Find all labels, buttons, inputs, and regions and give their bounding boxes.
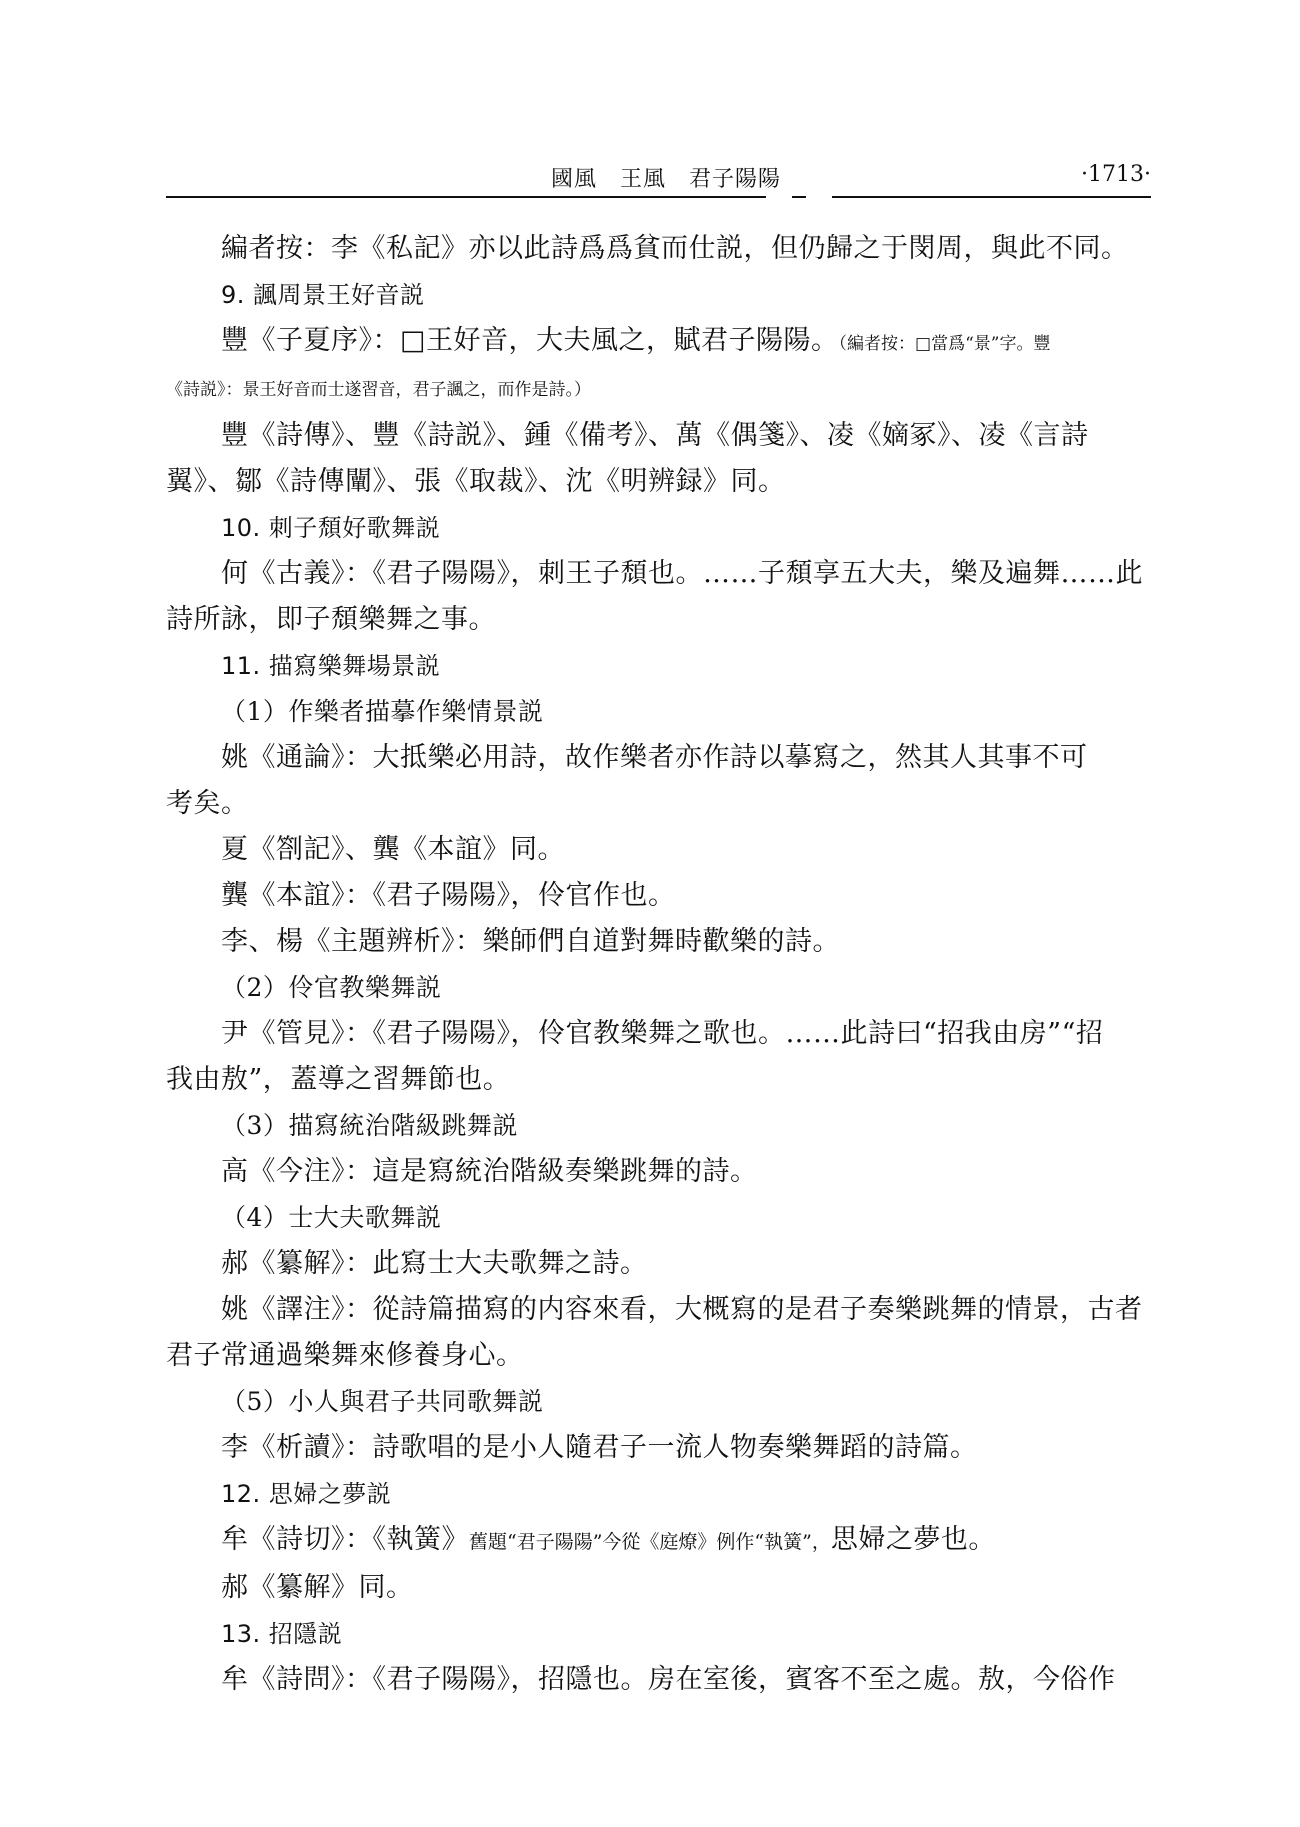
subsection-heading: （2）伶官教樂舞説: [221, 973, 442, 1002]
header-rule: [166, 196, 1151, 198]
body-paragraph: 牟《詩問》：《君子陽陽》，招隱也。房在室後，賓客不至之處。敖，今俗作: [221, 1664, 1116, 1695]
body-paragraph: 郝《纂解》同。: [221, 1572, 414, 1603]
body-text: 豐《子夏序》：□王好音，大夫風之，賦君子陽陽。: [221, 325, 839, 356]
subsection-heading: （4）士大夫歌舞説: [221, 1203, 442, 1232]
editor-note: （編者按：□當爲“景”字。豐: [838, 334, 1051, 354]
body-paragraph: 尹《管見》：《君子陽陽》，伶官教樂舞之歌也。……此詩曰“招我由房”“招: [221, 1018, 1104, 1049]
body-paragraph: 姚《譯注》：從詩篇描寫的内容來看，大概寫的是君子奏樂跳舞的情景，古者: [221, 1294, 1143, 1325]
subsection-heading: （3）描寫統治階級跳舞説: [221, 1111, 518, 1140]
subsection-heading: （5）小人與君子共同歌舞説: [221, 1387, 544, 1416]
header-rule-gap: [766, 192, 792, 202]
body-paragraph: 李《析讀》：詩歌唱的是小人隨君子一流人物奏樂舞蹈的詩篇。: [221, 1432, 978, 1463]
header-title: 國風 王風 君子陽陽: [551, 167, 782, 192]
header-rule-gap: [806, 192, 832, 202]
subsection-heading: （1）作樂者描摹作樂情景説: [221, 697, 544, 726]
body-paragraph-continued: 我由敖”，蓋導之習舞節也。: [166, 1064, 511, 1095]
running-header: [166, 158, 1151, 198]
page-body: [166, 226, 1151, 1703]
body-text: 牟《詩切》：《執簧》: [221, 1524, 469, 1555]
body-paragraph-continued: 翼》、鄒《詩傳闡》、張《取裁》、沈《明辨録》同。: [166, 466, 786, 497]
body-paragraph: 夏《劄記》、龔《本誼》同。: [221, 834, 565, 865]
page-number: ·1713·: [1081, 162, 1151, 187]
body-paragraph-continued: 詩所詠，即子頹樂舞之事。: [166, 604, 496, 635]
body-paragraph: 何《古義》：《君子陽陽》，刺王子頹也。……子頹享五大夫，樂及遍舞……此: [221, 558, 1143, 589]
section-heading: 10. 刺子頹好歌舞説: [221, 514, 441, 542]
section-heading: 9. 諷周景王好音説: [221, 281, 425, 309]
body-paragraph: 編者按：李《私記》亦以此詩爲爲貧而仕説，但仍歸之于閔周，與此不同。: [221, 233, 1129, 264]
editor-note-continued: 《詩説》：景王好音而士遂習音，君子諷之，而作是詩。）: [166, 380, 591, 400]
inline-note: 舊題“君子陽陽”今從《庭燎》例作“執簧”，: [469, 1531, 831, 1553]
body-paragraph: 高《今注》：這是寫統治階級奏樂跳舞的詩。: [221, 1156, 758, 1187]
body-paragraph: 姚《通論》：大抵樂必用詩，故作樂者亦作詩以摹寫之，然其人其事不可: [221, 742, 1088, 773]
body-paragraph: 豐《詩傳》、豐《詩説》、鍾《備考》、萬《偶箋》、凌《嫡冢》、凌《言詩: [221, 420, 1089, 451]
body-paragraph: [166, 318, 1151, 367]
body-paragraph: 龔《本誼》：《君子陽陽》，伶官作也。: [221, 880, 676, 911]
body-paragraph: [166, 1517, 1151, 1565]
body-paragraph-continued: 考矣。: [166, 788, 249, 819]
body-paragraph: 郝《纂解》：此寫士大夫歌舞之詩。: [221, 1248, 648, 1279]
body-paragraph-continued: 君子常通過樂舞來修養身心。: [166, 1340, 524, 1371]
section-heading: 11. 描寫樂舞場景説: [221, 652, 441, 680]
section-heading: 12. 思婦之夢説: [221, 1480, 392, 1508]
body-paragraph: 李、楊《主題辨析》：樂師們自道對舞時歡樂的詩。: [221, 926, 840, 957]
section-heading: 13. 招隱説: [221, 1620, 343, 1648]
body-text: 思婦之夢也。: [830, 1524, 996, 1555]
